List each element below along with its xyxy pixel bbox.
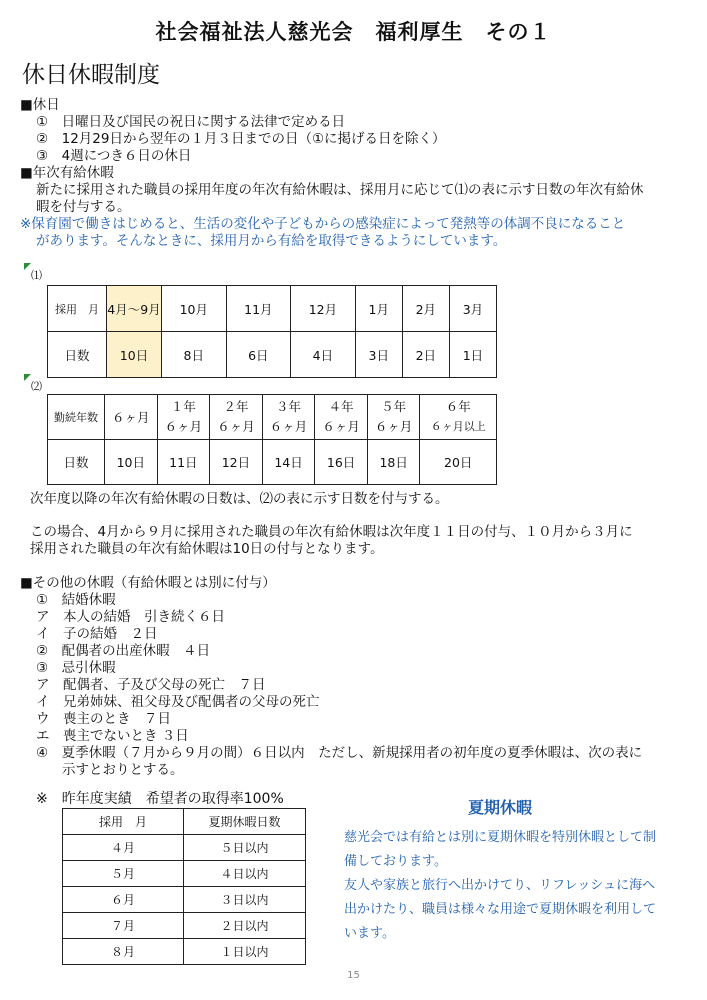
month-cell: 10月 — [162, 286, 227, 332]
holiday-item: ② 12月29日から翌年の１月３日までの日（①に掲げる日を除く） — [36, 131, 446, 147]
annual-leave-text: 次年度以降の年次有給休暇の日数は、⑵の表に示す日数を付与する。 — [30, 491, 449, 507]
other-leave-item: ウ 喪主のとき ７日 — [36, 711, 171, 727]
days-cell: 3日 — [355, 332, 402, 378]
other-leave-heading: ■その他の休暇（有給休暇とは別に付与） — [20, 575, 276, 591]
holiday-item: ③ 4週につき６日の休日 — [36, 148, 192, 164]
days-cell: 16日 — [315, 440, 368, 485]
other-leave-item: ③ 忌引休暇 — [36, 660, 116, 676]
month-cell: ７月 — [63, 913, 184, 939]
month-cell: ４月 — [63, 835, 184, 861]
summer-box-line: 慈光会では有給とは別に夏期休暇を特別休暇として制 — [344, 830, 657, 845]
service-cell: ６年 ６ヶ月以上 — [420, 395, 497, 440]
days-cell: 18日 — [367, 440, 420, 485]
table-row — [63, 913, 306, 939]
service-cell: ５年 ６ヶ月 — [367, 395, 420, 440]
month-cell: 3月 — [449, 286, 496, 332]
summer-box-line: 備しております。 — [344, 854, 447, 869]
days-cell: 10日 — [107, 332, 162, 378]
days-cell: 11日 — [157, 440, 210, 485]
row-header: 勤続年数 — [48, 395, 105, 440]
month-cell: ５月 — [63, 861, 184, 887]
summer-box-text — [344, 826, 682, 946]
annual-leave-text: 新たに採用された職員の採用年度の年次有給休暇は、採用月に応じて⑴の表に示す日数の年次有給休 — [36, 182, 644, 198]
other-leave-item: ア 本人の結婚 引き続く６日 — [36, 609, 225, 625]
month-cell: ６月 — [63, 887, 184, 913]
days-cell: 4日 — [291, 332, 356, 378]
service-cell: １年 ６ヶ月 — [157, 395, 210, 440]
holiday-item: ① 日曜日及び国民の祝日に関する法律で定める日 — [36, 114, 346, 130]
page-number: 15 — [347, 970, 360, 981]
annual-leave-note: があります。そんなときに、採用月から有給を取得できるようにしています。 — [36, 233, 507, 249]
days-cell: 2日 — [402, 332, 449, 378]
month-cell: 1月 — [355, 286, 402, 332]
service-cell: ６ヶ月 — [105, 395, 158, 440]
other-leave-item: 示すとおりとする。 — [62, 762, 184, 778]
days-cell: 20日 — [420, 440, 497, 485]
summer-box-line: います。 — [344, 926, 395, 941]
days-cell: １日以内 — [184, 939, 306, 965]
other-leave-item: ① 結婚休暇 — [36, 592, 116, 608]
days-cell: 10日 — [105, 440, 158, 485]
annual-leave-note: ※保育園で働きはじめると、生活の変化や子どもからの感染症によって発熱等の体調不良になること — [20, 216, 626, 232]
month-cell: 4月～9月 — [107, 286, 162, 332]
other-leave-item: イ 子の結婚 ２日 — [36, 626, 158, 642]
annual-leave-text: 暇を付与する。 — [36, 199, 131, 215]
month-cell: 12月 — [291, 286, 356, 332]
table-row — [63, 835, 306, 861]
table-row — [63, 939, 306, 965]
row-header: 採用 月 — [48, 286, 107, 332]
summer-box-line: 友人や家族と旅行へ出かけてり、リフレッシュに海へ — [344, 878, 656, 893]
other-leave-item: イ 兄弟姉妹、祖父母及び配偶者の父母の死亡 — [36, 694, 320, 710]
days-cell: ５日以内 — [184, 835, 306, 861]
explanation-text: この場合、4月から９月に採用された職員の年次有給休暇は次年度１１日の付与、１０月から３月に — [30, 524, 633, 540]
holidays-heading: ■休日 — [20, 97, 60, 113]
table-row — [48, 395, 497, 440]
days-cell: ２日以内 — [184, 913, 306, 939]
month-cell: ８月 — [63, 939, 184, 965]
leave-by-hire-month-table — [47, 285, 497, 378]
page-title: 社会福祉法人慈光会 福利厚生 その１ — [155, 20, 552, 44]
table-row — [63, 809, 306, 835]
days-cell: 1日 — [449, 332, 496, 378]
summer-note: ※ 昨年度実績 希望者の取得率100% — [36, 791, 284, 807]
days-cell: ３日以内 — [184, 887, 306, 913]
table-row — [63, 861, 306, 887]
days-cell: 12日 — [210, 440, 263, 485]
other-leave-item: ② 配偶者の出産休暇 ４日 — [36, 643, 211, 659]
summer-box-title: 夏期休暇 — [468, 798, 533, 817]
days-cell: 8日 — [162, 332, 227, 378]
table-row — [48, 286, 497, 332]
other-leave-item: エ 喪主でないとき ３日 — [36, 728, 189, 744]
row-header: 日数 — [48, 440, 105, 485]
column-header: 夏期休暇日数 — [184, 809, 306, 835]
days-cell: 6日 — [226, 332, 291, 378]
table2-label: ⑵ — [31, 380, 42, 393]
summer-box-line: 出かけたり、職員は様々な用途で夏期休暇を利用して — [344, 902, 657, 917]
other-leave-item: ④ 夏季休暇（７月から９月の間）６日以内 ただし、新規採用者の初年度の夏季休暇は、次の表に — [36, 745, 643, 761]
days-cell: ４日以内 — [184, 861, 306, 887]
cell-marker-icon — [24, 374, 31, 381]
leave-by-service-table — [47, 394, 497, 485]
service-cell: ２年 ６ヶ月 — [210, 395, 263, 440]
summer-leave-table — [62, 808, 306, 965]
annual-leave-heading: ■年次有給休暇 — [20, 165, 114, 181]
other-leave-item: ア 配偶者、子及び父母の死亡 ７日 — [36, 677, 266, 693]
table1-label: ⑴ — [31, 269, 42, 282]
explanation-text: 採用された職員の年次有給休暇は10日の付与となります。 — [30, 541, 384, 557]
table-row — [48, 332, 497, 378]
table-row — [63, 887, 306, 913]
cell-marker-icon — [24, 263, 31, 270]
month-cell: 2月 — [402, 286, 449, 332]
month-cell: 11月 — [226, 286, 291, 332]
row-header: 日数 — [48, 332, 107, 378]
service-cell: ３年 ６ヶ月 — [262, 395, 315, 440]
service-cell: ４年 ６ヶ月 — [315, 395, 368, 440]
table-row — [48, 440, 497, 485]
section-title: 休日休暇制度 — [22, 62, 160, 88]
column-header: 採用 月 — [63, 809, 184, 835]
days-cell: 14日 — [262, 440, 315, 485]
